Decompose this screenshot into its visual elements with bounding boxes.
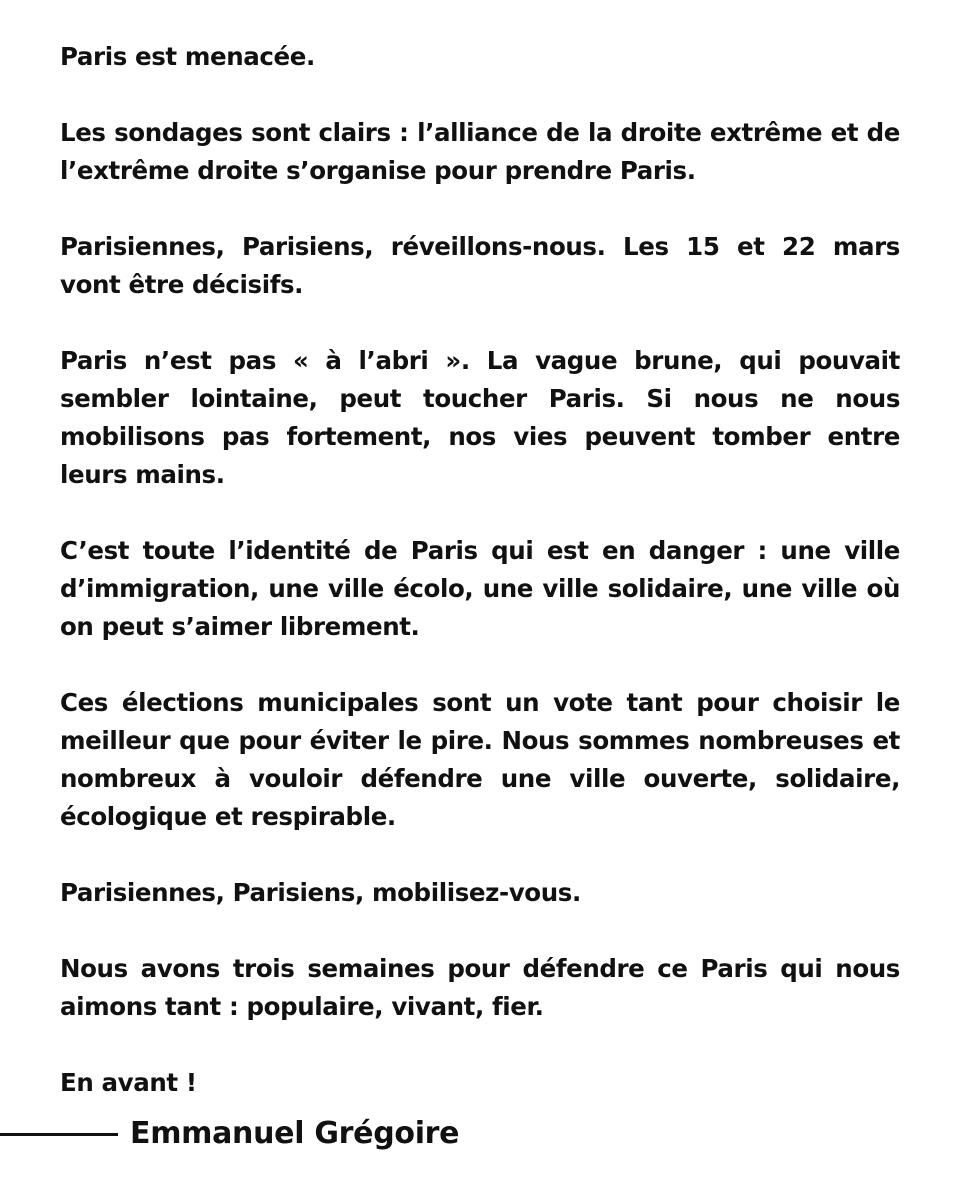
paragraph-not-safe: Paris n’est pas « à l’abri ». La vague brune, qui pouvait sembler lointaine, peut toucher Paris. Si nous ne nous mobilisons pas fortement, nos vies peuvent tomber entre leurs mains. xyxy=(60,346,900,489)
paragraph-opening: Paris est menacée. xyxy=(60,42,315,71)
paragraph-closing: En avant ! xyxy=(60,1068,197,1097)
paragraph-three-weeks: Nous avons trois semaines pour défendre ce Paris qui nous aimons tant : populaire, vivant, fier. xyxy=(60,954,900,1021)
paragraph-mobilize: Parisiennes, Parisiens, mobilisez-vous. xyxy=(60,878,581,907)
paragraph-polls: Les sondages sont clairs : l’alliance de la droite extrême et de l’extrême droite s’organise pour prendre Paris. xyxy=(60,118,900,185)
signature-divider xyxy=(0,1133,118,1136)
paragraph-identity: C’est toute l’identité de Paris qui est en danger : une ville d’immigration, une ville écolo, une ville solidaire, une ville où on peut s’aimer librement. xyxy=(60,536,900,641)
signature-name: Emmanuel Grégoire xyxy=(130,1116,460,1151)
paragraph-elections: Ces élections municipales sont un vote tant pour choisir le meilleur que pour éviter le pire. Nous sommes nombreuses et nombreux à vouloir défendre une ville ouverte, solidaire, écologique et respirable. xyxy=(60,688,900,831)
signature-block xyxy=(0,1112,960,1156)
paragraph-wake-up: Parisiennes, Parisiens, réveillons-nous. Les 15 et 22 mars vont être décisifs. xyxy=(60,232,900,299)
letter-body xyxy=(60,38,900,1140)
